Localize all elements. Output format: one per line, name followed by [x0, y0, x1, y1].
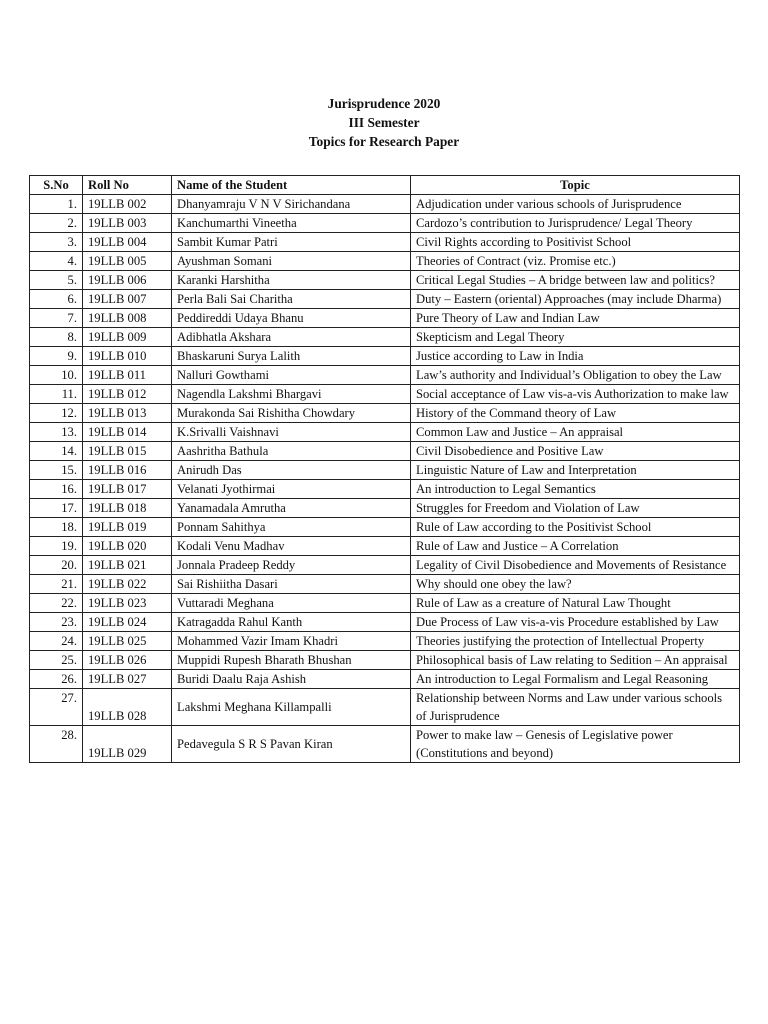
table-row	[30, 385, 740, 404]
row-sno: 13.	[30, 423, 83, 442]
row-student-name: Vuttaradi Meghana	[172, 594, 411, 613]
row-roll-no: 19LLB 024	[83, 613, 172, 632]
table-row	[30, 499, 740, 518]
table-row	[30, 613, 740, 632]
table-row	[30, 271, 740, 290]
row-sno: 3.	[30, 233, 83, 252]
row-student-name: Ayushman Somani	[172, 252, 411, 271]
row-roll-no: 19LLB 026	[83, 651, 172, 670]
row-sno: 16.	[30, 480, 83, 499]
document-subtitle: Topics for Research Paper	[308, 134, 460, 149]
row-sno: 5.	[30, 271, 83, 290]
row-topic: History of the Command theory of Law	[411, 404, 740, 423]
row-sno: 19.	[30, 537, 83, 556]
row-topic: Rule of Law and Justice – A Correlation	[411, 537, 740, 556]
table-row	[30, 423, 740, 442]
row-topic: Struggles for Freedom and Violation of Law	[411, 499, 740, 518]
row-roll-no: 19LLB 004	[83, 233, 172, 252]
table-row	[30, 290, 740, 309]
row-sno: 26.	[30, 670, 83, 689]
row-sno: 20.	[30, 556, 83, 575]
row-sno: 8.	[30, 328, 83, 347]
table-row	[30, 309, 740, 328]
row-roll-no: 19LLB 019	[83, 518, 172, 537]
column-header-name: Name of the Student	[172, 176, 411, 195]
row-roll-no: 19LLB 017	[83, 480, 172, 499]
row-sno: 11.	[30, 385, 83, 404]
row-sno: 28.	[30, 726, 83, 763]
row-topic: Law’s authority and Individual’s Obligation to obey the Law	[411, 366, 740, 385]
row-student-name: Peddireddi Udaya Bhanu	[172, 309, 411, 328]
row-student-name: Anirudh Das	[172, 461, 411, 480]
row-student-name: Velanati Jyothirmai	[172, 480, 411, 499]
table-row	[30, 404, 740, 423]
row-sno: 15.	[30, 461, 83, 480]
row-topic: Pure Theory of Law and Indian Law	[411, 309, 740, 328]
row-roll-no: 19LLB 014	[83, 423, 172, 442]
row-sno: 10.	[30, 366, 83, 385]
row-sno: 17.	[30, 499, 83, 518]
row-student-name: Nalluri Gowthami	[172, 366, 411, 385]
row-topic: Civil Disobedience and Positive Law	[411, 442, 740, 461]
row-roll-no: 19LLB 008	[83, 309, 172, 328]
row-roll-no: 19LLB 025	[83, 632, 172, 651]
row-student-name: Lakshmi Meghana Killampalli	[172, 689, 411, 726]
row-roll-no: 19LLB 015	[83, 442, 172, 461]
row-student-name: Nagendla Lakshmi Bhargavi	[172, 385, 411, 404]
row-roll-no: 19LLB 021	[83, 556, 172, 575]
row-sno: 1.	[30, 195, 83, 214]
table-row	[30, 594, 740, 613]
row-sno: 12.	[30, 404, 83, 423]
row-student-name: Ponnam Sahithya	[172, 518, 411, 537]
table-row	[30, 518, 740, 537]
table-row	[30, 347, 740, 366]
row-roll-no: 19LLB 007	[83, 290, 172, 309]
row-sno: 6.	[30, 290, 83, 309]
row-topic: Rule of Law according to the Positivist School	[411, 518, 740, 537]
row-student-name: Karanki Harshitha	[172, 271, 411, 290]
row-topic: Linguistic Nature of Law and Interpretation	[411, 461, 740, 480]
row-roll-no: 19LLB 011	[83, 366, 172, 385]
row-roll-no: 19LLB 010	[83, 347, 172, 366]
document-header	[0, 94, 768, 151]
row-student-name: K.Srivalli Vaishnavi	[172, 423, 411, 442]
row-roll-no: 19LLB 022	[83, 575, 172, 594]
row-roll-no: 19LLB 018	[83, 499, 172, 518]
row-topic: Power to make law – Genesis of Legislative power (Constitutions and beyond)	[411, 726, 740, 763]
row-student-name: Kanchumarthi Vineetha	[172, 214, 411, 233]
row-student-name: Jonnala Pradeep Reddy	[172, 556, 411, 575]
row-sno: 23.	[30, 613, 83, 632]
row-student-name: Muppidi Rupesh Bharath Bhushan	[172, 651, 411, 670]
row-student-name: Buridi Daalu Raja Ashish	[172, 670, 411, 689]
table-row	[30, 214, 740, 233]
row-topic: Theories justifying the protection of Intellectual Property	[411, 632, 740, 651]
table-row	[30, 670, 740, 689]
row-topic: Skepticism and Legal Theory	[411, 328, 740, 347]
table-row	[30, 480, 740, 499]
row-topic: Theories of Contract (viz. Promise etc.)	[411, 252, 740, 271]
row-student-name: Mohammed Vazir Imam Khadri	[172, 632, 411, 651]
row-topic: Legality of Civil Disobedience and Movements of Resistance	[411, 556, 740, 575]
row-sno: 2.	[30, 214, 83, 233]
row-roll-no: 19LLB 006	[83, 271, 172, 290]
row-sno: 22.	[30, 594, 83, 613]
table-body	[30, 195, 740, 763]
row-roll-no: 19LLB 016	[83, 461, 172, 480]
row-sno: 18.	[30, 518, 83, 537]
row-topic: Social acceptance of Law vis-a-vis Authorization to make law	[411, 385, 740, 404]
row-student-name: Katragadda Rahul Kanth	[172, 613, 411, 632]
row-topic: An introduction to Legal Formalism and Legal Reasoning	[411, 670, 740, 689]
row-sno: 21.	[30, 575, 83, 594]
row-sno: 24.	[30, 632, 83, 651]
table-row	[30, 366, 740, 385]
table-row	[30, 233, 740, 252]
row-sno: 4.	[30, 252, 83, 271]
table-row	[30, 442, 740, 461]
row-roll-no: 19LLB 020	[83, 537, 172, 556]
row-student-name: Sai Rishiitha Dasari	[172, 575, 411, 594]
row-roll-no: 19LLB 013	[83, 404, 172, 423]
row-roll-no: 19LLB 009	[83, 328, 172, 347]
column-header-roll: Roll No	[83, 176, 172, 195]
row-roll-no: 19LLB 012	[83, 385, 172, 404]
row-topic: Justice according to Law in India	[411, 347, 740, 366]
row-topic: Civil Rights according to Positivist School	[411, 233, 740, 252]
table-header-row	[30, 176, 740, 195]
row-roll-no: 19LLB 023	[83, 594, 172, 613]
row-topic: Relationship between Norms and Law under various schools of Jurisprudence	[411, 689, 740, 726]
row-student-name: Yanamadala Amrutha	[172, 499, 411, 518]
document-title: Jurisprudence 2020	[327, 96, 441, 111]
row-sno: 14.	[30, 442, 83, 461]
row-student-name: Murakonda Sai Rishitha Chowdary	[172, 404, 411, 423]
table-row	[30, 328, 740, 347]
row-roll-no: 19LLB 003	[83, 214, 172, 233]
row-topic: Duty – Eastern (oriental) Approaches (may include Dharma)	[411, 290, 740, 309]
row-topic: Why should one obey the law?	[411, 575, 740, 594]
row-roll-no: 19LLB 005	[83, 252, 172, 271]
row-topic: Due Process of Law vis-a-vis Procedure established by Law	[411, 613, 740, 632]
table-row	[30, 195, 740, 214]
table-row	[30, 556, 740, 575]
row-topic: Critical Legal Studies – A bridge between law and politics?	[411, 271, 740, 290]
row-sno: 27.	[30, 689, 83, 726]
row-topic: Philosophical basis of Law relating to Sedition – An appraisal	[411, 651, 740, 670]
row-student-name: Sambit Kumar Patri	[172, 233, 411, 252]
topics-table	[29, 175, 740, 763]
row-sno: 9.	[30, 347, 83, 366]
row-topic: Adjudication under various schools of Jurisprudence	[411, 195, 740, 214]
row-roll-no: 19LLB 002	[83, 195, 172, 214]
row-student-name: Pedavegula S R S Pavan Kiran	[172, 726, 411, 763]
row-topic: Rule of Law as a creature of Natural Law Thought	[411, 594, 740, 613]
table-row	[30, 252, 740, 271]
semester-label: III Semester	[348, 115, 420, 130]
table-row	[30, 651, 740, 670]
row-sno: 7.	[30, 309, 83, 328]
row-student-name: Kodali Venu Madhav	[172, 537, 411, 556]
table-row	[30, 726, 740, 763]
column-header-topic: Topic	[411, 176, 740, 195]
row-roll-no: 19LLB 027	[83, 670, 172, 689]
row-student-name: Aashritha Bathula	[172, 442, 411, 461]
row-topic: Common Law and Justice – An appraisal	[411, 423, 740, 442]
row-student-name: Perla Bali Sai Charitha	[172, 290, 411, 309]
row-roll-no: 19LLB 029	[83, 726, 172, 763]
table-row	[30, 461, 740, 480]
row-topic: An introduction to Legal Semantics	[411, 480, 740, 499]
row-student-name: Dhanyamraju V N V Sirichandana	[172, 195, 411, 214]
row-sno: 25.	[30, 651, 83, 670]
table-row	[30, 632, 740, 651]
table-row	[30, 575, 740, 594]
row-student-name: Bhaskaruni Surya Lalith	[172, 347, 411, 366]
row-topic: Cardozo’s contribution to Jurisprudence/ Legal Theory	[411, 214, 740, 233]
row-roll-no: 19LLB 028	[83, 689, 172, 726]
table-row	[30, 689, 740, 726]
column-header-sno: S.No	[30, 176, 83, 195]
row-student-name: Adibhatla Akshara	[172, 328, 411, 347]
table-row	[30, 537, 740, 556]
